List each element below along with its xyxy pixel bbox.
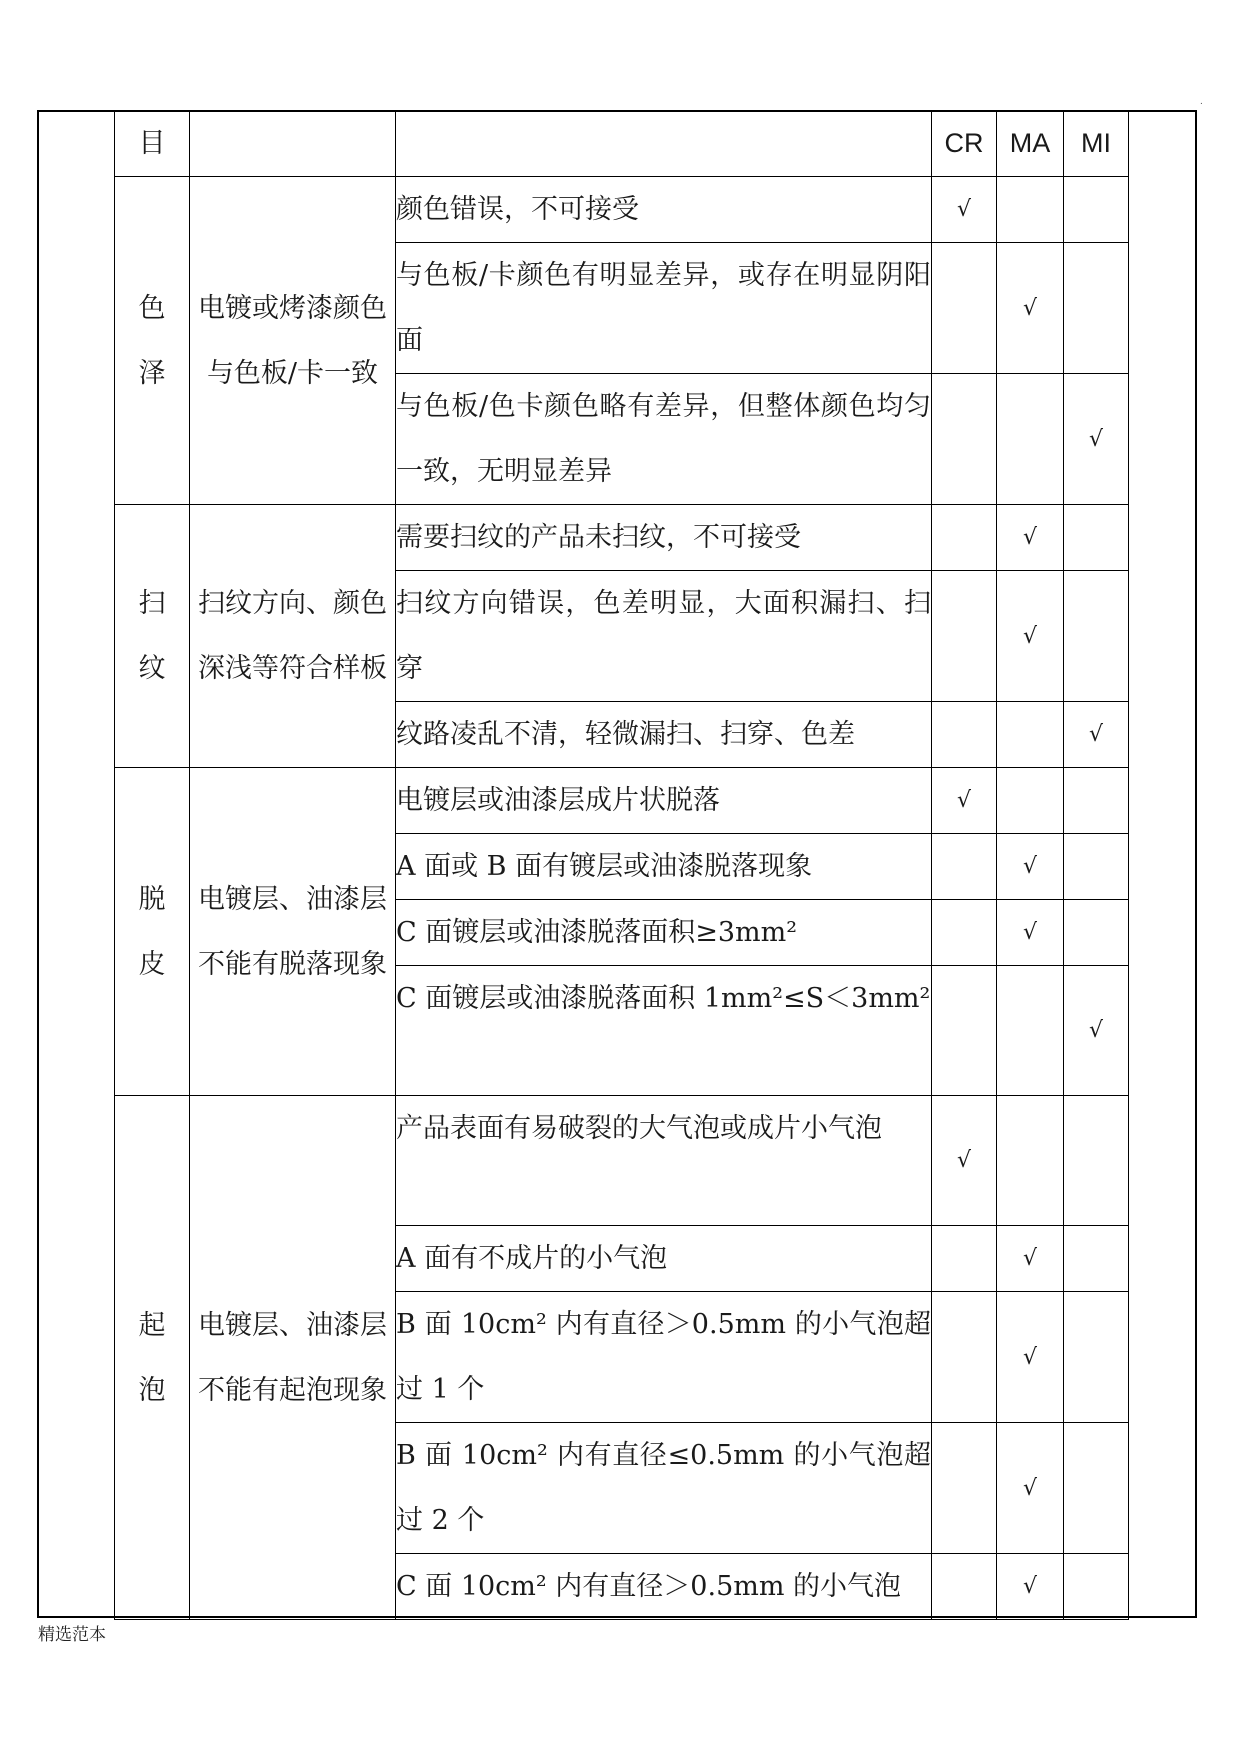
cr-mark bbox=[932, 571, 997, 702]
ma-mark: √ bbox=[997, 1554, 1064, 1620]
requirement-peeling: 电镀层、油漆层不能有脱落现象 bbox=[190, 768, 396, 1096]
footer-note: 精选范本 bbox=[38, 1625, 106, 1645]
mi-mark bbox=[1064, 1554, 1129, 1620]
ma-mark: √ bbox=[997, 834, 1064, 900]
mi-mark bbox=[1064, 900, 1129, 966]
requirement-brushing: 扫纹方向、颜色深浅等符合样板 bbox=[190, 505, 396, 768]
cr-mark bbox=[932, 374, 997, 505]
ma-mark: √ bbox=[997, 571, 1064, 702]
cr-mark bbox=[932, 1554, 997, 1620]
item-label-color: 色 泽 bbox=[115, 177, 190, 505]
mi-mark: √ bbox=[1064, 702, 1129, 768]
mi-mark bbox=[1064, 1226, 1129, 1292]
defect-description: 产品表面有易破裂的大气泡或成片小气泡 bbox=[396, 1096, 932, 1226]
mi-mark: √ bbox=[1064, 966, 1129, 1096]
frame-right-border bbox=[1195, 110, 1197, 1618]
defect-description: B 面 10cm² 内有直径≤0.5mm 的小气泡超过 2 个 bbox=[396, 1423, 932, 1554]
defect-description: A 面或 B 面有镀层或油漆脱落现象 bbox=[396, 834, 932, 900]
item-label-peeling: 脱 皮 bbox=[115, 768, 190, 1096]
mi-mark bbox=[1064, 571, 1129, 702]
table-row bbox=[115, 505, 1129, 571]
defect-description: 需要扫纹的产品未扫纹，不可接受 bbox=[396, 505, 932, 571]
defect-description: 电镀层或油漆层成片状脱落 bbox=[396, 768, 932, 834]
item-label-brushing: 扫 纹 bbox=[115, 505, 190, 768]
cr-mark bbox=[932, 1423, 997, 1554]
header-item-cell: 目 bbox=[115, 111, 190, 177]
header-description-cell bbox=[396, 111, 932, 177]
mi-mark bbox=[1064, 1423, 1129, 1554]
mi-mark bbox=[1064, 243, 1129, 374]
cr-mark bbox=[932, 1226, 997, 1292]
mi-mark bbox=[1064, 505, 1129, 571]
ma-mark: √ bbox=[997, 900, 1064, 966]
ma-mark: √ bbox=[997, 243, 1064, 374]
cr-mark: √ bbox=[932, 177, 997, 243]
cr-mark: √ bbox=[932, 1096, 997, 1226]
ma-mark: √ bbox=[997, 1423, 1064, 1554]
header-mi-cell: MI bbox=[1064, 111, 1129, 177]
cr-mark bbox=[932, 834, 997, 900]
defect-description: C 面镀层或油漆脱落面积≥3mm² bbox=[396, 900, 932, 966]
table-row bbox=[115, 1096, 1129, 1226]
header-cr-cell: CR bbox=[932, 111, 997, 177]
cr-mark: √ bbox=[932, 768, 997, 834]
header-row bbox=[115, 111, 1129, 177]
defect-description: 颜色错误，不可接受 bbox=[396, 177, 932, 243]
defect-description: B 面 10cm² 内有直径＞0.5mm 的小气泡超过 1 个 bbox=[396, 1292, 932, 1423]
ma-mark bbox=[997, 177, 1064, 243]
mi-mark bbox=[1064, 1292, 1129, 1423]
ma-mark bbox=[997, 1096, 1064, 1226]
cr-mark bbox=[932, 243, 997, 374]
ma-mark bbox=[997, 702, 1064, 768]
cr-mark bbox=[932, 900, 997, 966]
table-row bbox=[115, 177, 1129, 243]
defect-description: 纹路凌乱不清，轻微漏扫、扫穿、色差 bbox=[396, 702, 932, 768]
inspection-table bbox=[114, 110, 1129, 1620]
ma-mark bbox=[997, 768, 1064, 834]
table-row bbox=[115, 768, 1129, 834]
mi-mark: √ bbox=[1064, 374, 1129, 505]
ma-mark bbox=[997, 374, 1064, 505]
ma-mark: √ bbox=[997, 1292, 1064, 1423]
requirement-blistering: 电镀层、油漆层不能有起泡现象 bbox=[190, 1096, 396, 1620]
ma-mark: √ bbox=[997, 505, 1064, 571]
cr-mark bbox=[932, 505, 997, 571]
requirement-color: 电镀或烤漆颜色与色板/卡一致 bbox=[190, 177, 396, 505]
mi-mark bbox=[1064, 1096, 1129, 1226]
defect-description: C 面镀层或油漆脱落面积 1mm²≤S＜3mm² bbox=[396, 966, 932, 1096]
defect-description: A 面有不成片的小气泡 bbox=[396, 1226, 932, 1292]
cr-mark bbox=[932, 1292, 997, 1423]
defect-description: 与色板/色卡颜色略有差异，但整体颜色均匀一致，无明显差异 bbox=[396, 374, 932, 505]
item-label-blistering: 起 泡 bbox=[115, 1096, 190, 1620]
frame-left-border bbox=[37, 110, 39, 1618]
header-requirement-cell bbox=[190, 111, 396, 177]
cr-mark bbox=[932, 702, 997, 768]
ma-mark: √ bbox=[997, 1226, 1064, 1292]
defect-description: C 面 10cm² 内有直径＞0.5mm 的小气泡 bbox=[396, 1554, 932, 1620]
mi-mark bbox=[1064, 834, 1129, 900]
cr-mark bbox=[932, 966, 997, 1096]
defect-description: 与色板/卡颜色有明显差异，或存在明显阴阳面 bbox=[396, 243, 932, 374]
mi-mark bbox=[1064, 768, 1129, 834]
mi-mark bbox=[1064, 177, 1129, 243]
defect-description: 扫纹方向错误，色差明显，大面积漏扫、扫穿 bbox=[396, 571, 932, 702]
corner-mark: . bbox=[1200, 96, 1203, 107]
header-ma-cell: MA bbox=[997, 111, 1064, 177]
ma-mark bbox=[997, 966, 1064, 1096]
